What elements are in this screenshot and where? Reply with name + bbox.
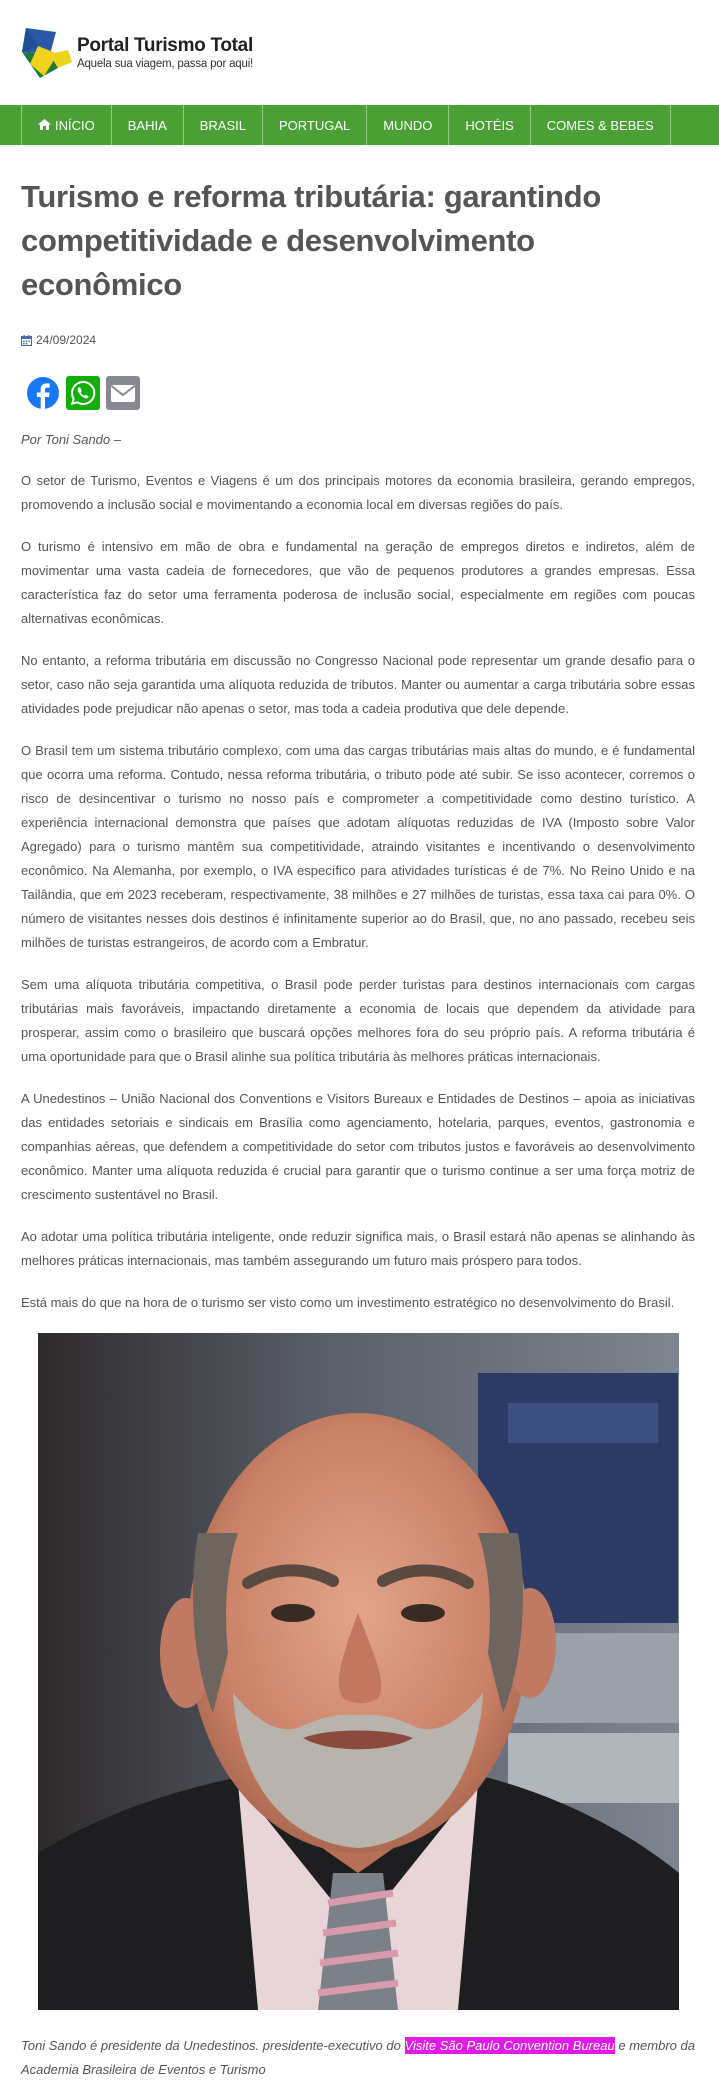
email-share-button[interactable]	[105, 375, 141, 411]
article-paragraph: Ao adotar uma política tributária inteligente, onde reduzir significa mais, o Brasil estará não apenas se alinhando às melhores práticas internacionais, mas também assegurando um futuro mais próspero para todos.	[21, 1229, 695, 1268]
nav-item-label: BAHIA	[127, 117, 167, 133]
article-paragraph: O setor de Turismo, Eventos e Viagens é um dos principais motores da economia brasileira, gerando empregos, promovendo a inclusão social e movimentando a economia local em diversas regiões do país.	[21, 473, 695, 512]
email-icon	[106, 376, 140, 410]
nav-item-bahia[interactable]	[112, 105, 184, 145]
nav-menu	[21, 105, 671, 145]
author-photo	[38, 1333, 679, 2010]
site-header	[0, 0, 719, 105]
photo-caption	[21, 2034, 695, 2082]
main-navigation	[0, 105, 719, 145]
nav-item-mundo[interactable]	[367, 105, 449, 145]
nav-item-label: COMES & BEBES	[546, 117, 654, 133]
nav-item-comes-bebes[interactable]	[531, 105, 671, 145]
facebook-share-button[interactable]	[25, 375, 61, 411]
whatsapp-share-button[interactable]	[65, 375, 101, 411]
article-title: Turismo e reforma tributária: garantindo competitividade e desenvolvimento econômico	[21, 179, 601, 302]
home-icon	[38, 118, 51, 133]
article-paragraph: A Unedestinos – União Nacional dos Conventions e Visitors Bureaux e Entidades de Destinos – apoia as iniciativas das entidades setoriais e sindicais em Brasília como agenciamento, hotelaria, parques, eventos, gastronomia e companhias aéreas, que defendem a competitividade do setor com tributos justos e favoráveis ao desenvolvimento econômico. Manter uma alíquota reduzida é crucial para garantir que o turismo continue a ser uma força motriz de crescimento sustentável no Brasil.	[21, 1091, 695, 1202]
nav-item-portugal[interactable]	[263, 105, 367, 145]
caption-text-after: e membro da Academia Brasileira de Eventos e Turismo	[21, 2038, 695, 2077]
nav-item-label: INÍCIO	[55, 117, 95, 133]
whatsapp-icon	[66, 376, 100, 410]
calendar-icon	[21, 335, 32, 346]
logo-mark-icon	[20, 24, 76, 80]
share-buttons	[25, 375, 695, 411]
article-date: 24/09/2024	[36, 333, 97, 347]
nav-item-label: BRASIL	[199, 117, 246, 133]
site-tagline: Aquela sua viagem, passa por aqui!	[77, 58, 254, 70]
nav-item-label: HOTÉIS	[465, 117, 514, 133]
article-body	[21, 428, 695, 2082]
nav-item-label: MUNDO	[383, 117, 433, 133]
article-paragraph: Está mais do que na hora de o turismo ser visto como um investimento estratégico no desenvolvimento do Brasil.	[21, 1295, 675, 1310]
caption-text-before: Toni Sando é presidente da Unedestinos. presidente-executivo do	[21, 2038, 405, 2053]
article-meta	[21, 331, 695, 349]
nav-item-hoteis[interactable]	[449, 105, 530, 145]
article-paragraph: O Brasil tem um sistema tributário complexo, com uma das cargas tributárias mais altas do mundo, e é fundamental que ocorra uma reforma. Contudo, nessa reforma tributária, o tributo pode até subir. Se isso acontecer, corremos o risco de desincentivar o turismo no nosso país e comprometer a competitividade como destino turístico. A experiência internacional demonstra que países que adotam alíquotas reduzidas de IVA (Imposto sobre Valor Agregado) para o turismo mantêm sua competitividade, atraindo visitantes e incentivando o desenvolvimento econômico. Na Alemanha, por exemplo, o IVA específico para atividades turísticas é de 7%. No Reino Unido e na Tailândia, que em 2023 receberam, respectivamente, 38 milhões e 27 milhões de turistas, essa taxa cai para 0%. O número de visitantes nesses dois destinos é infinitamente superior ao do Brasil, que, no ano passado, recebeu seis milhões de turistas estrangeiros, de acordo com a Embratur.	[21, 743, 695, 950]
nav-item-brasil[interactable]	[184, 105, 263, 145]
facebook-icon	[27, 377, 59, 409]
article-byline: Por Toni Sando –	[21, 432, 121, 447]
nav-item-label: PORTUGAL	[279, 117, 351, 133]
article-paragraph: No entanto, a reforma tributária em discussão no Congresso Nacional pode representar um grande desafio para o setor, caso não seja garantida uma alíquota reduzida de tributos. Manter ou aumentar a carga tributária sobre essas atividades pode prejudicar não apenas o setor, mas toda a cadeia produtiva que dele depende.	[21, 653, 695, 716]
article-paragraph: O turismo é intensivo em mão de obra e fundamental na geração de empregos diretos e indiretos, além de movimentar uma vasta cadeia de fornecedores, que vão de pequenos produtores a grandes empresas. Essa característica faz do setor uma ferramenta poderosa de inclusão social, especialmente em regiões com poucas alternativas econômicas.	[21, 539, 695, 626]
article	[21, 175, 695, 2094]
article-paragraph: Sem uma alíquota tributária competitiva, o Brasil pode perder turistas para destinos internacionais com cargas tributárias mais favoráveis, impactando diretamente a economia de locais que dependem da atividade para prosperar, assim como o brasileiro que buscará opções melhores fora do seu próprio país. A reforma tributária é uma oportunidade para que o Brasil alinhe sua política tributária às melhores práticas internacionais.	[21, 977, 695, 1064]
convention-bureau-link[interactable]: Visite São Paulo Convention Bureau	[404, 2038, 615, 2053]
author-photo-illustration	[38, 1333, 679, 2010]
site-title: Portal Turismo Total	[77, 35, 253, 56]
nav-item-inicio[interactable]	[22, 105, 112, 145]
site-logo[interactable]	[20, 24, 260, 82]
